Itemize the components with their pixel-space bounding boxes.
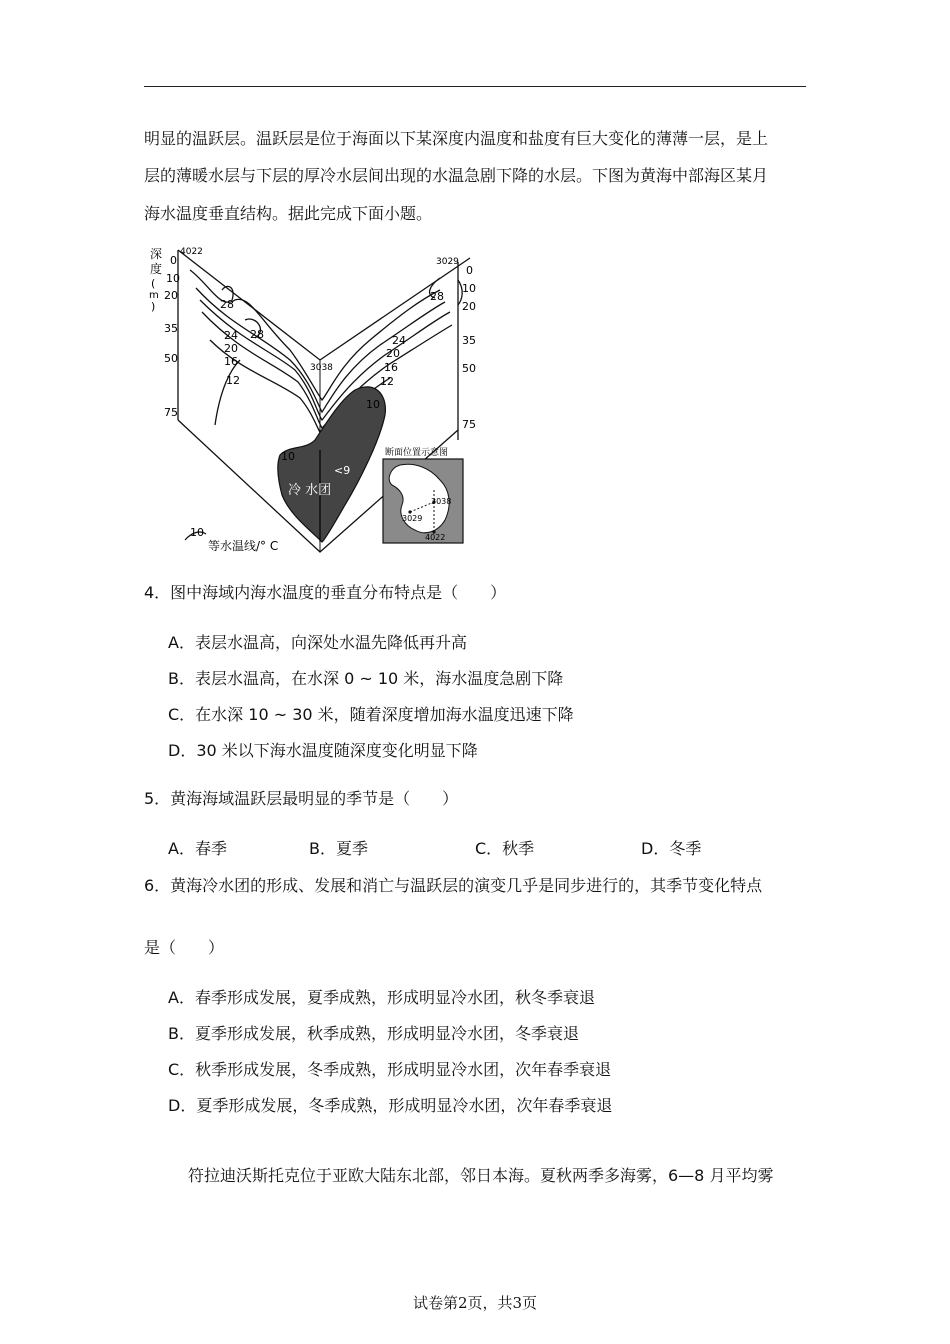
depth-label-char: ) (151, 300, 156, 313)
depth-tick-left: 50 (164, 352, 178, 365)
header-rule (144, 86, 806, 87)
q6-stem-line-2: 是（ ） (144, 938, 225, 957)
legend-sample-value: 10 (190, 526, 204, 539)
temperature-section-figure (140, 240, 480, 560)
depth-tick-right: 0 (466, 264, 473, 277)
depth-tick-right: 20 (462, 300, 476, 313)
lt9-label: <9 (334, 464, 351, 477)
depth-tick-left: 20 (164, 289, 178, 302)
isotherm-label: 16 (224, 355, 238, 368)
inset-map (383, 446, 463, 543)
intro-line-3: 海水温度垂直结构。据此完成下面小题。 (144, 204, 433, 223)
inset-station-label: 3038 (431, 497, 452, 506)
q4-option-c: C．在水深 10 ~ 30 米，随着深度增加海水温度迅速下降 (168, 705, 574, 724)
q5-stem: 5．黄海海域温跃层最明显的季节是（ ） (144, 789, 459, 808)
isotherm-label: 24 (224, 329, 238, 342)
depth-label-char: m (149, 290, 159, 301)
legend-text: 等水温线/° C (208, 539, 279, 553)
page-footer: 试卷第2页，共3页 (412, 1294, 538, 1312)
station-label-left: 4022 (180, 247, 203, 257)
inset-station-label: 3029 (402, 514, 423, 523)
depth-tick-right: 10 (462, 282, 476, 295)
q6-option-a: A．春季形成发展，夏季成熟，形成明显冷水团，秋冬季衰退 (168, 988, 595, 1007)
q4-stem: 4．图中海域内海水温度的垂直分布特点是（ ） (144, 583, 507, 602)
q4-option-d: D．30 米以下海水温度随深度变化明显下降 (168, 741, 478, 760)
isotherm-label: 20 (386, 347, 400, 360)
depth-label-char: 深 (150, 247, 163, 261)
depth-tick-right: 50 (462, 362, 476, 375)
depth-tick-right: 35 (462, 334, 476, 347)
isotherm-left-deep (215, 360, 240, 425)
isotherm-label: 28 (430, 290, 444, 303)
q5-option-b: B．夏季 (309, 839, 368, 858)
depth-tick-left: 75 (164, 406, 178, 419)
q6-stem-line-1: 6．黄海冷水团的形成、发展和消亡与温跃层的演变几乎是同步进行的，其季节变化特点 (144, 876, 763, 895)
isotherm-label: 12 (226, 374, 240, 387)
isotherm-label: 28 (250, 328, 264, 341)
intro-line-1: 明显的温跃层。温跃层是位于海面以下某深度内温度和盐度有巨大变化的薄薄一层，是上 (144, 129, 769, 148)
q6-option-c: C．秋季形成发展，冬季成熟，形成明显冷水团，次年春季衰退 (168, 1060, 612, 1079)
q4-option-b: B．表层水温高，在水深 0 ~ 10 米，海水温度急剧下降 (168, 669, 564, 688)
depth-tick-left: 10 (166, 272, 180, 285)
depth-label-char: ( (151, 277, 156, 290)
isotherm-label: 28 (220, 298, 234, 311)
q5-option-d: D．冬季 (641, 839, 702, 858)
q4-option-a: A．表层水温高，向深处水温先降低再升高 (168, 633, 467, 652)
inset-station-label: 4022 (425, 533, 446, 542)
cold-water-mass-label: 冷 水团 (288, 483, 332, 498)
isotherm-label: 10 (281, 450, 295, 463)
q5-option-a: A．春季 (168, 839, 227, 858)
depth-tick-right: 75 (462, 418, 476, 431)
depth-tick-left: 35 (164, 322, 178, 335)
isotherm-label: 12 (380, 375, 394, 388)
intro-line-2: 层的薄暖水层与下层的厚冷水层间出现的水温急剧下降的水层。下图为黄海中部海区某月 (144, 166, 769, 185)
q6-option-b: B．夏季形成发展，秋季成熟，形成明显冷水团，冬季衰退 (168, 1024, 579, 1043)
q6-option-d: D．夏季形成发展，冬季成熟，形成明显冷水团，次年春季衰退 (168, 1096, 613, 1115)
isotherm-label: 24 (392, 334, 406, 347)
inset-title: 断面位置示意图 (385, 448, 449, 458)
station-label-right: 3029 (436, 257, 459, 267)
next-passage-line: 符拉迪沃斯托克位于亚欧大陆东北部，邻日本海。夏秋两季多海雾，6—8 月平均雾 (188, 1166, 774, 1185)
isotherm-label: 10 (366, 398, 380, 411)
station-label-mid: 3038 (310, 363, 333, 373)
depth-tick-left: 0 (170, 254, 177, 267)
depth-label-char: 度 (150, 262, 163, 276)
q5-option-c: C．秋季 (475, 839, 535, 858)
isotherm-label: 16 (384, 361, 398, 374)
isotherm-label: 20 (224, 342, 238, 355)
